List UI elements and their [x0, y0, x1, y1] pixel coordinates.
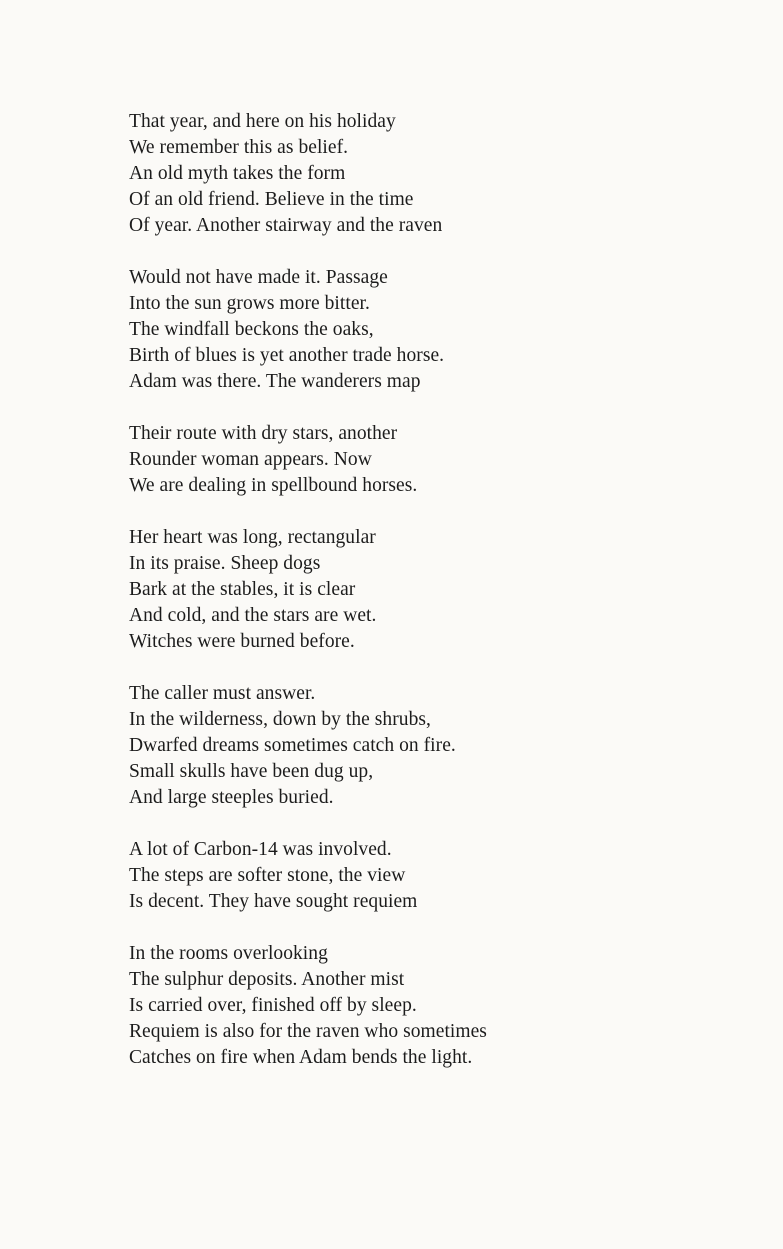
poem-line: The windfall beckons the oaks,	[129, 319, 374, 340]
stanza-3	[129, 421, 749, 499]
poem-line: We are dealing in spellbound horses.	[129, 475, 418, 496]
poem-line: Small skulls have been dug up,	[129, 761, 374, 782]
poem-line: In the rooms overlooking	[129, 943, 328, 964]
poem-line: Catches on fire when Adam bends the light.	[129, 1047, 473, 1068]
stanza-1	[129, 109, 749, 239]
poem-line: Their route with dry stars, another	[129, 423, 398, 444]
poem-line: The caller must answer.	[129, 683, 316, 704]
poem-line: A lot of Carbon-14 was involved.	[129, 839, 392, 860]
stanza-4	[129, 525, 749, 655]
poem-line: And large steeples buried.	[129, 787, 334, 808]
poem-text	[129, 109, 749, 1097]
poem-line: Rounder woman appears. Now	[129, 449, 372, 470]
poem-line: Her heart was long, rectangular	[129, 527, 376, 548]
poem-line: Of an old friend. Believe in the time	[129, 189, 414, 210]
poem-line: Into the sun grows more bitter.	[129, 293, 370, 314]
poem-line: That year, and here on his holiday	[129, 111, 396, 132]
stanza-7	[129, 941, 749, 1071]
poem-line: An old myth takes the form	[129, 163, 346, 184]
poem-line: The steps are softer stone, the view	[129, 865, 406, 886]
poem-line: Would not have made it. Passage	[129, 267, 388, 288]
poem-line: In its praise. Sheep dogs	[129, 553, 321, 574]
stanza-2	[129, 265, 749, 395]
poem-line: Is decent. They have sought requiem	[129, 891, 418, 912]
poem-line: The sulphur deposits. Another mist	[129, 969, 405, 990]
poem-line: Is carried over, finished off by sleep.	[129, 995, 417, 1016]
poem-line: Requiem is also for the raven who sometimes	[129, 1021, 487, 1042]
poem-line: Witches were burned before.	[129, 631, 355, 652]
stanza-6	[129, 837, 749, 915]
poem-line: Adam was there. The wanderers map	[129, 371, 421, 392]
poem-line: In the wilderness, down by the shrubs,	[129, 709, 431, 730]
poem-line: Of year. Another stairway and the raven	[129, 215, 443, 236]
stanza-5	[129, 681, 749, 811]
poem-line: We remember this as belief.	[129, 137, 349, 158]
poem-line: Bark at the stables, it is clear	[129, 579, 356, 600]
poem-line: Dwarfed dreams sometimes catch on fire.	[129, 735, 456, 756]
poem-line: And cold, and the stars are wet.	[129, 605, 377, 626]
poem-line: Birth of blues is yet another trade horse.	[129, 345, 445, 366]
